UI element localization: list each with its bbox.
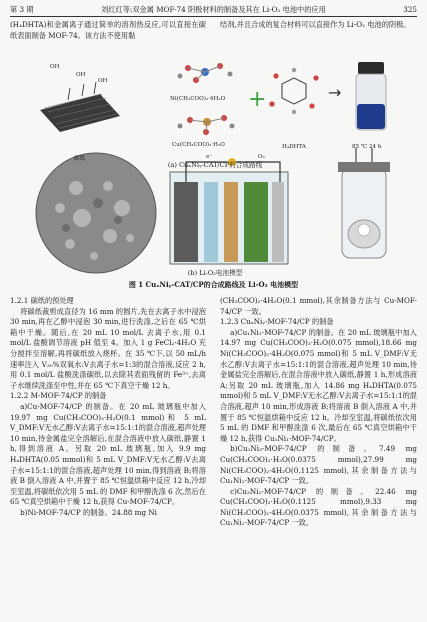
- h4dhta-molecule: [269, 68, 318, 114]
- body-paragraph: b)Cu₁Ni₃-MOF-74/CP 的制备。7.49 mg Cu(CH₃COO)₂·H₂O(0.0375 mmol),27.99 mg Ni(CH₃COO)₂·4H₂O(0.1125 mmol),其余制备方法与 Cu₁Ni₁-MOF-74/CP 一致。: [220, 444, 417, 486]
- running-title: 刘红红等:双金属 MOF-74 阴极材料的制备及其在 Li-O₂ 电池中的应用: [101, 5, 326, 14]
- figure-1-graphic: [10, 58, 417, 280]
- intro-left-text: (H₄DHTA)和金属离子通过简单的溶剂热反应,可以直接在碳纸表面制备 MOF-74。该方法不使用黏: [10, 20, 206, 40]
- section-heading: 1.2.1 碳纸的预处理: [10, 296, 74, 305]
- test-cell-apparatus: [338, 148, 390, 258]
- ni-salt-label: Ni(CH₃COO)₂·4H₂O: [170, 96, 226, 102]
- body-paragraph: c)Cu₃Ni₁-MOF-74/CP 的制备。22.46 mg Cu(CH₃COO)₂·H₂O(0.1125 mmol),9.33 mg Ni(CH₃COO)₂·4H₂O(0.0375 mmol),其余制备方法与 Cu₁Ni₁-MOF-74/CP 一致。: [220, 486, 417, 528]
- body-paragraph: 将碳纸裁剪成直径为 16 mm 的圆片,先在去离子水中浸泡 30 min,再在乙醇中浸泡 30 min,进行洗涤,之后在 65 ℃烘箱中干燥。随后,在 20 mL 10 mol/L 去离子水,用 0.1 mol/L 盐酸调节溶液 pH 值至 4。加入 1 g FeCl₂·4H₂O 充分搅拌至溶解,再将碳纸放入烧杯。在 35 ℃下,以 50 mL/h 速率注入 V₃₀%双氧水:V去离子水=1:3的混合溶液,反应 2 h,用 0.1 mol/L 盐酸洗涤碳纸,以去除其表面残留的 Fe³⁺,去离子水继续洗涤至中性,并在 65 ℃下真空干燥 12 h。: [10, 306, 206, 390]
- oven-condition-label: 85 ℃ 24 h: [352, 144, 382, 150]
- reaction-vial: [356, 62, 386, 130]
- plus-sign: +: [248, 87, 267, 112]
- battery-electron-label: e⁻: [206, 154, 213, 160]
- right-column: [220, 296, 417, 529]
- li-o2-cell: [170, 158, 288, 264]
- arrow-right-icon: →: [328, 83, 342, 102]
- section-heading: 1.2.2 M-MOF-74/CP 的制备: [10, 391, 107, 401]
- body-paragraph: (CH₃COO)₂·4H₂O(0.1 mmol),其余制备方法与 Cu-MOF-74/CP 一致。: [220, 296, 417, 316]
- intro-right-text: 结剂,并且合成的复合材料可以直接作为 Li-O₂ 电池的阴极。: [220, 20, 411, 29]
- carbon-paper-illustration: [40, 82, 120, 132]
- oh-label-3: OH: [98, 78, 108, 84]
- body-paragraph: a)Cu₁Ni₁-MOF-74/CP 的制备。在 20 mL 玻璃瓶中加入 14.97 mg Cu(CH₃COO)₂·H₂O(0.075 mmol),18.66 mg Ni(CH₃COO)₂·4H₂O(0.075 mmol)和 5 mL V_DMF:V无水乙醇:V去离子水=15:1:1的混合溶液,超声处理 10 min,待金属盐完全溶解后,在混合溶液中放入碳纸,静置 1 h,形成溶液 A;另取 20 mL 玻璃瓶,加入 14.86 mg H₄DHTA(0.075 mmol)和 5 mL V_DMF:V无水乙醇:V去离子水=15:1:1的混合溶液,超声 10 min,形成溶液 B;将溶液 B 倒入溶液 A 中,并置于 85 ℃恒温烘箱中反应 12 h。冷却至室温,将碳纸依次用 5 mL 的 DMF 和甲醇洗涤 6 次,最后在 65 ℃真空烘箱中干燥 12 h,获得 Cu₁Ni₁-MOF-74/CP。: [220, 327, 417, 443]
- running-header: [10, 4, 417, 17]
- cu-salt-label: Cu(CH₃COO)₂·H₂O: [172, 142, 225, 148]
- intro-left: [10, 20, 206, 41]
- body-paragraph: b)Ni-MOF-74/CP 的制备。24.88 mg Ni: [20, 507, 157, 517]
- subfigure-b-caption: (b) Li-O₂电池模型: [187, 269, 243, 277]
- figure-1: [10, 58, 417, 280]
- oh-label-1: OH: [50, 64, 60, 70]
- figure-caption: 图 1 CuₓNiᵧ-CAT/CP的合成路线及 Li-O₂ 电池模型: [128, 280, 299, 289]
- subfigure-a-caption: (a) CuₓNiᵧ-CAT/CP的合成路线: [167, 161, 263, 169]
- h4dhta-label: H₄DHTA: [282, 144, 306, 150]
- carbon-paper-label: 碳纸: [74, 156, 86, 162]
- battery-o2-label: O₂: [258, 154, 265, 160]
- page-number: 325: [403, 5, 417, 14]
- intro-right: [220, 20, 417, 31]
- issue-number: 第 3 期: [10, 5, 34, 14]
- left-column: [10, 296, 206, 518]
- oh-label-2: OH: [76, 72, 86, 78]
- section-heading: 1.2.3 CuₓNiᵧ-MOF-74/CP 的制备: [220, 317, 334, 327]
- body-paragraph: a)Cu-MOF-74/CP 的制备。在 20 mL 玻璃瓶中加入 19.97 mg Cu(CH₃COO)₂·H₂O(0.1 mmol)和 5 mL V_DMF:V无水乙醇:V去离子水=15:1:1的混合溶液,超声处理 10 min,待金属盐完全溶解后,在混合溶液中放入碳纸,静置 1 h,得到溶液 A。另取 20 mL 玻璃瓶,加入 9.9 mg H₄DHTA(0.05 mmol)和 5 mL V_DMF:V无水乙醇:V去离子水=15:1:1的混合溶液,超声处理 10 min,得到溶液 B;将溶液 B 倒入溶液 A 中,并置于 85 ℃恒温烘箱中反应 12 h,冷却至室温,将碳纸依次用 5 mL 的 DMF 和甲醇洗涤 6 次,然后在 65 ℃真空烘箱中干燥 12 h,获得 Cu-MOF-74/CP。: [10, 401, 206, 507]
- sem-micrograph: [36, 153, 156, 273]
